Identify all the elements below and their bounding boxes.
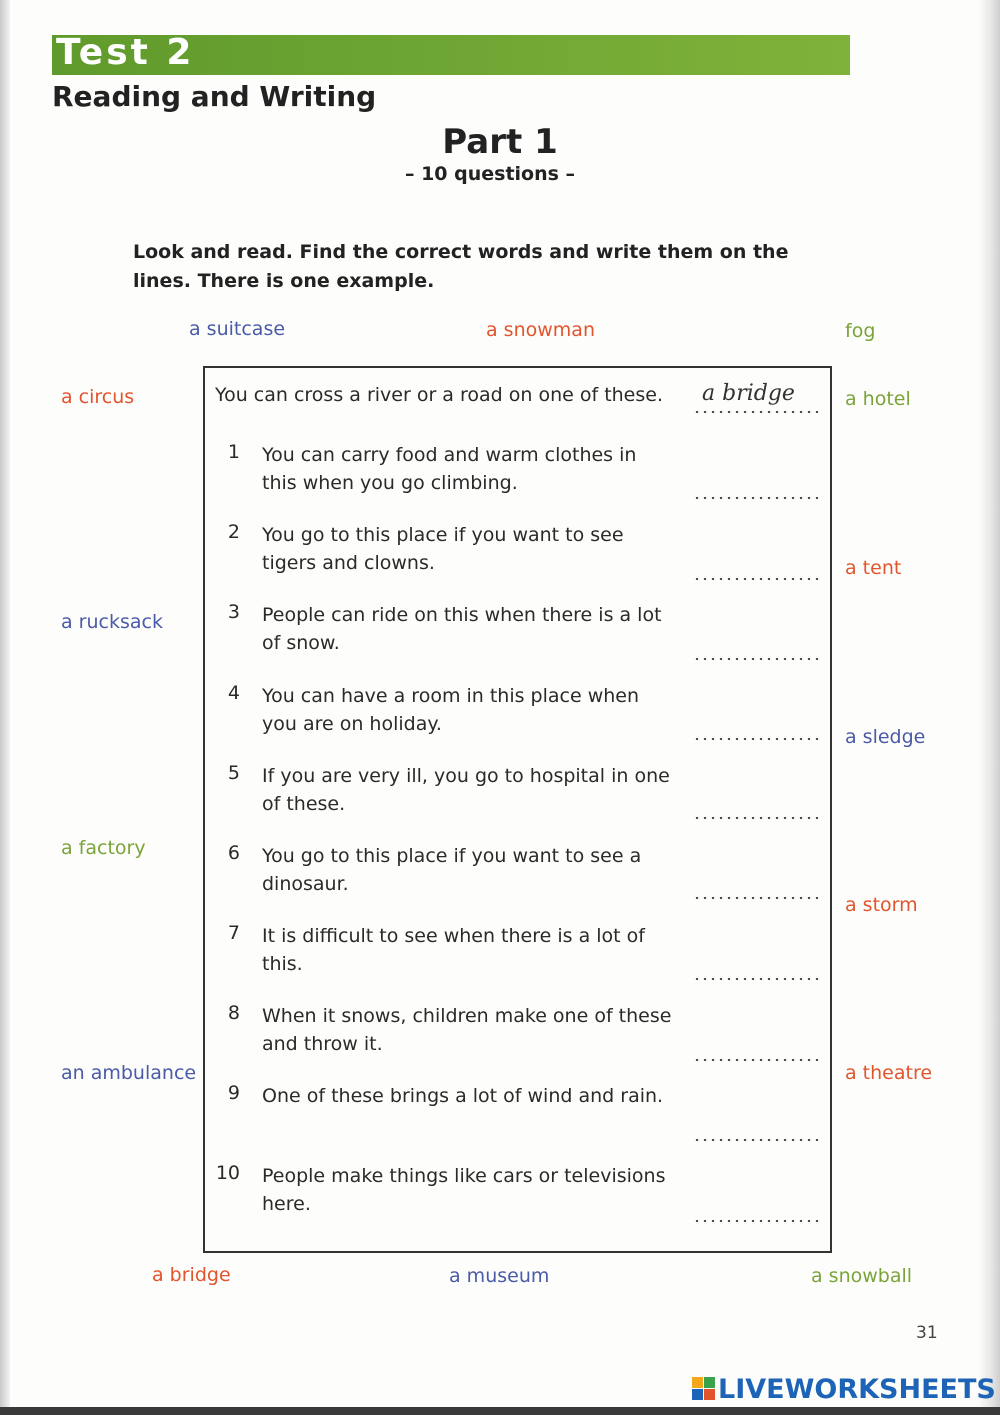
- word-fog: fog: [845, 320, 876, 342]
- word-bridge: a bridge: [152, 1264, 231, 1286]
- page-bottom-edge: [0, 1407, 1000, 1415]
- answer-line-9[interactable]: [693, 1139, 821, 1141]
- answer-line-2[interactable]: [693, 578, 821, 580]
- question-text: You can have a room in this place when you are on holiday.: [262, 685, 640, 735]
- word-suitcase: a suitcase: [189, 318, 286, 340]
- answer-line-10[interactable]: [693, 1220, 821, 1222]
- instructions: Look and read. Find the correct words and write them on the lines. There is one example.: [133, 241, 789, 292]
- question-number: 8: [227, 1002, 240, 1024]
- word-storm: a storm: [845, 894, 918, 916]
- question-number: 1: [227, 441, 240, 463]
- question-number: 9: [227, 1082, 240, 1104]
- question-number: 5: [227, 762, 240, 784]
- test-title: Test 2: [56, 32, 195, 73]
- word-factory: a factory: [61, 837, 146, 859]
- section-title: Reading and Writing: [52, 80, 377, 113]
- word-ambulance: an ambulance: [61, 1062, 197, 1084]
- question-number: 7: [227, 922, 240, 944]
- liveworksheets-logo-text: LIVEWORKSHEETS: [718, 1374, 996, 1405]
- example-question: You can cross a river or a road on one of these.: [215, 384, 664, 406]
- word-hotel: a hotel: [845, 388, 911, 410]
- question-number: 4: [227, 682, 240, 704]
- word-rucksack: a rucksack: [61, 611, 163, 633]
- word-theatre: a theatre: [845, 1062, 933, 1084]
- page-binding-edge: [0, 0, 10, 1415]
- question-text: It is difficult to see when there is a lot of this.: [262, 925, 645, 975]
- word-museum: a museum: [449, 1265, 550, 1287]
- part-title: Part 1: [442, 122, 558, 162]
- liveworksheets-logo-icon: [692, 1377, 716, 1401]
- page-number: 31: [916, 1323, 938, 1343]
- answer-line-5[interactable]: [693, 817, 821, 819]
- answer-line-8[interactable]: [693, 1059, 821, 1061]
- word-snowball: a snowball: [811, 1265, 913, 1287]
- question-text: If you are very ill, you go to hospital in one of these.: [262, 765, 670, 815]
- example-answer: a bridge: [702, 381, 795, 406]
- word-sledge: a sledge: [845, 726, 926, 748]
- answer-line-7[interactable]: [693, 978, 821, 980]
- question-text: You go to this place if you want to see tigers and clowns.: [262, 524, 624, 574]
- question-number: 10: [215, 1162, 240, 1184]
- part-subtitle: – 10 questions –: [404, 163, 576, 185]
- question-number: 3: [227, 601, 240, 623]
- word-circus: a circus: [61, 386, 135, 408]
- word-tent: a tent: [845, 557, 902, 579]
- answer-line-1[interactable]: [693, 497, 821, 499]
- liveworksheets-logo[interactable]: [692, 1374, 996, 1405]
- question-number: 2: [227, 521, 240, 543]
- word-snowman: a snowman: [486, 319, 595, 341]
- answer-line-6[interactable]: [693, 897, 821, 899]
- page-right-edge: [978, 0, 1000, 1415]
- question-text: You go to this place if you want to see a dinosaur.: [262, 845, 642, 895]
- question-text: People make things like cars or televisions here.: [262, 1165, 666, 1215]
- question-text: When it snows, children make one of these and throw it.: [262, 1005, 672, 1055]
- answer-line-3[interactable]: [693, 658, 821, 660]
- question-number: 6: [227, 842, 240, 864]
- question-text: People can ride on this when there is a lot of snow.: [262, 604, 662, 654]
- answer-line-4[interactable]: [693, 738, 821, 740]
- question-text: You can carry food and warm clothes in this when you go climbing.: [262, 444, 637, 494]
- example-answer-line: [693, 411, 821, 413]
- question-text: One of these brings a lot of wind and rain.: [262, 1085, 664, 1107]
